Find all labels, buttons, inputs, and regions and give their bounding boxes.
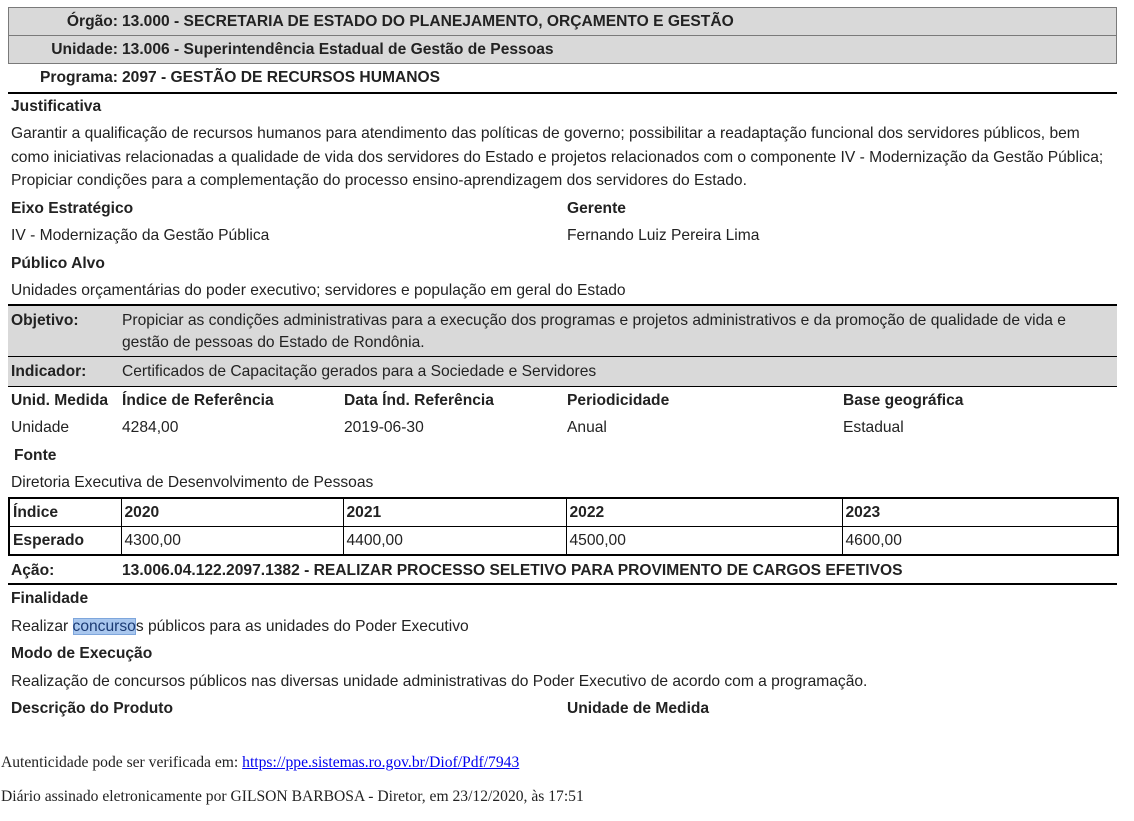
- gerente-value: Fernando Luiz Pereira Lima: [567, 227, 760, 244]
- programa-label: Programa:: [40, 69, 118, 86]
- acao-value: 13.006.04.122.2097.1382 - REALIZAR PROCESSO SELETIVO PARA PROVIMENTO DE CARGOS EFETIVOS: [122, 562, 903, 579]
- table-value-cell: 4600,00: [842, 527, 1118, 556]
- acao-divider: [8, 583, 1117, 585]
- footer-autenticidade-text: Autenticidade pode ser verificada em:: [1, 754, 243, 771]
- fonte-label: Fonte: [14, 447, 57, 464]
- table-year-2023: 2023: [842, 498, 1118, 527]
- data-indice-referencia-value: 2019-06-30: [344, 419, 424, 436]
- table-value-cell: 4300,00: [121, 527, 343, 556]
- orgao-value: 13.000 - SECRETARIA DE ESTADO DO PLANEJAMENTO, ORÇAMENTO E GESTÃO: [122, 13, 734, 30]
- table-year-2021: 2021: [343, 498, 566, 527]
- indicador-label: Indicador:: [11, 363, 87, 380]
- periodicidade-value: Anual: [567, 419, 607, 436]
- orgao-label: Órgão:: [66, 13, 118, 30]
- gerente-label: Gerente: [567, 200, 626, 217]
- table-row: [9, 498, 1118, 527]
- fonte-value: Diretoria Executiva de Desenvolvimento de Pessoas: [11, 474, 374, 491]
- justificativa-line: como iniciativas relacionadas a qualidade de vida dos servidores do Estado e projetos relacionados com o componente IV - Modernização da Gestão Pública;: [11, 149, 1104, 166]
- acao-label: Ação:: [11, 562, 55, 579]
- table-row: [9, 527, 1118, 556]
- base-geografica-header: Base geográfica: [843, 392, 964, 409]
- descricao-produto-label: Descrição do Produto: [11, 700, 174, 717]
- table-row-label-indice: Índice: [9, 498, 121, 527]
- unidade-label: Unidade:: [51, 41, 118, 58]
- objetivo-row: [8, 304, 1117, 356]
- periodicidade-header: Periodicidade: [567, 392, 670, 409]
- finalidade-label: Finalidade: [11, 590, 89, 607]
- table-year-2020: 2020: [121, 498, 343, 527]
- objetivo-line: Propiciar as condições administrativas para a execução dos programas e projetos administrativos e da promoção de qualidade de vida e: [122, 312, 1066, 329]
- table-row-label-esperado: Esperado: [9, 527, 121, 556]
- indice-esperado-table: [8, 497, 1119, 556]
- eixo-estrategico-value: IV - Modernização da Gestão Pública: [11, 227, 270, 244]
- finalidade-text-end: s públicos para as unidades do Poder Executivo: [135, 618, 469, 635]
- footer-assinatura: Diário assinado eletronicamente por GILSON BARBOSA - Diretor, em 23/12/2020, às 17:51: [1, 788, 584, 805]
- publico-alvo-label: Público Alvo: [11, 255, 105, 272]
- eixo-estrategico-label: Eixo Estratégico: [11, 200, 134, 217]
- modo-execucao-label: Modo de Execução: [11, 645, 153, 662]
- unid-medida-value: Unidade: [11, 419, 70, 436]
- indicador-row: [8, 356, 1117, 387]
- justificativa-line: Propiciar condições para a complementação do processo ensino-aprendizagem dos servidores do Estado.: [11, 172, 747, 189]
- modo-execucao-value: Realização de concursos públicos nas diversas unidade administrativas do Poder Executivo de acordo com a programação.: [11, 673, 868, 690]
- data-indice-referencia-header: Data Índ. Referência: [344, 392, 494, 409]
- objetivo-label: Objetivo:: [11, 312, 79, 329]
- justificativa-line: Garantir a qualificação de recursos humanos para atendimento das políticas de governo; possibilitar a readaptação funcional dos servidores públicos, bem: [11, 125, 1080, 142]
- programa-row: [8, 64, 1117, 94]
- justificativa-heading: Justificativa: [11, 98, 102, 115]
- table-value-cell: 4400,00: [343, 527, 566, 556]
- indice-referencia-header: Índice de Referência: [122, 392, 274, 409]
- footer-autenticidade: [1, 754, 519, 772]
- table-value-cell: 4500,00: [566, 527, 842, 556]
- unidade-value: 13.006 - Superintendência Estadual de Gestão de Pessoas: [122, 41, 554, 58]
- indice-referencia-value: 4284,00: [122, 419, 179, 436]
- finalidade-text-start: Realizar: [11, 618, 73, 635]
- table-year-2022: 2022: [566, 498, 842, 527]
- unidade-medida-label: Unidade de Medida: [567, 700, 710, 717]
- finalidade-value: [11, 618, 469, 636]
- indicador-value: Certificados de Capacitação gerados para a Sociedade e Servidores: [122, 363, 597, 380]
- unidade-row: [8, 36, 1117, 64]
- base-geografica-value: Estadual: [843, 419, 904, 436]
- footer-autenticidade-link[interactable]: https://ppe.sistemas.ro.gov.br/Diof/Pdf/7943: [242, 754, 520, 771]
- unid-medida-header: Unid. Medida: [11, 392, 109, 409]
- orgao-row: [8, 7, 1117, 36]
- programa-value: 2097 - GESTÃO DE RECURSOS HUMANOS: [122, 69, 440, 86]
- publico-alvo-value: Unidades orçamentárias do poder executivo; servidores e população em geral do Estado: [11, 282, 626, 299]
- objetivo-line: gestão de pessoas do Estado de Rondônia.: [122, 334, 425, 351]
- search-highlight: concurso: [72, 618, 136, 635]
